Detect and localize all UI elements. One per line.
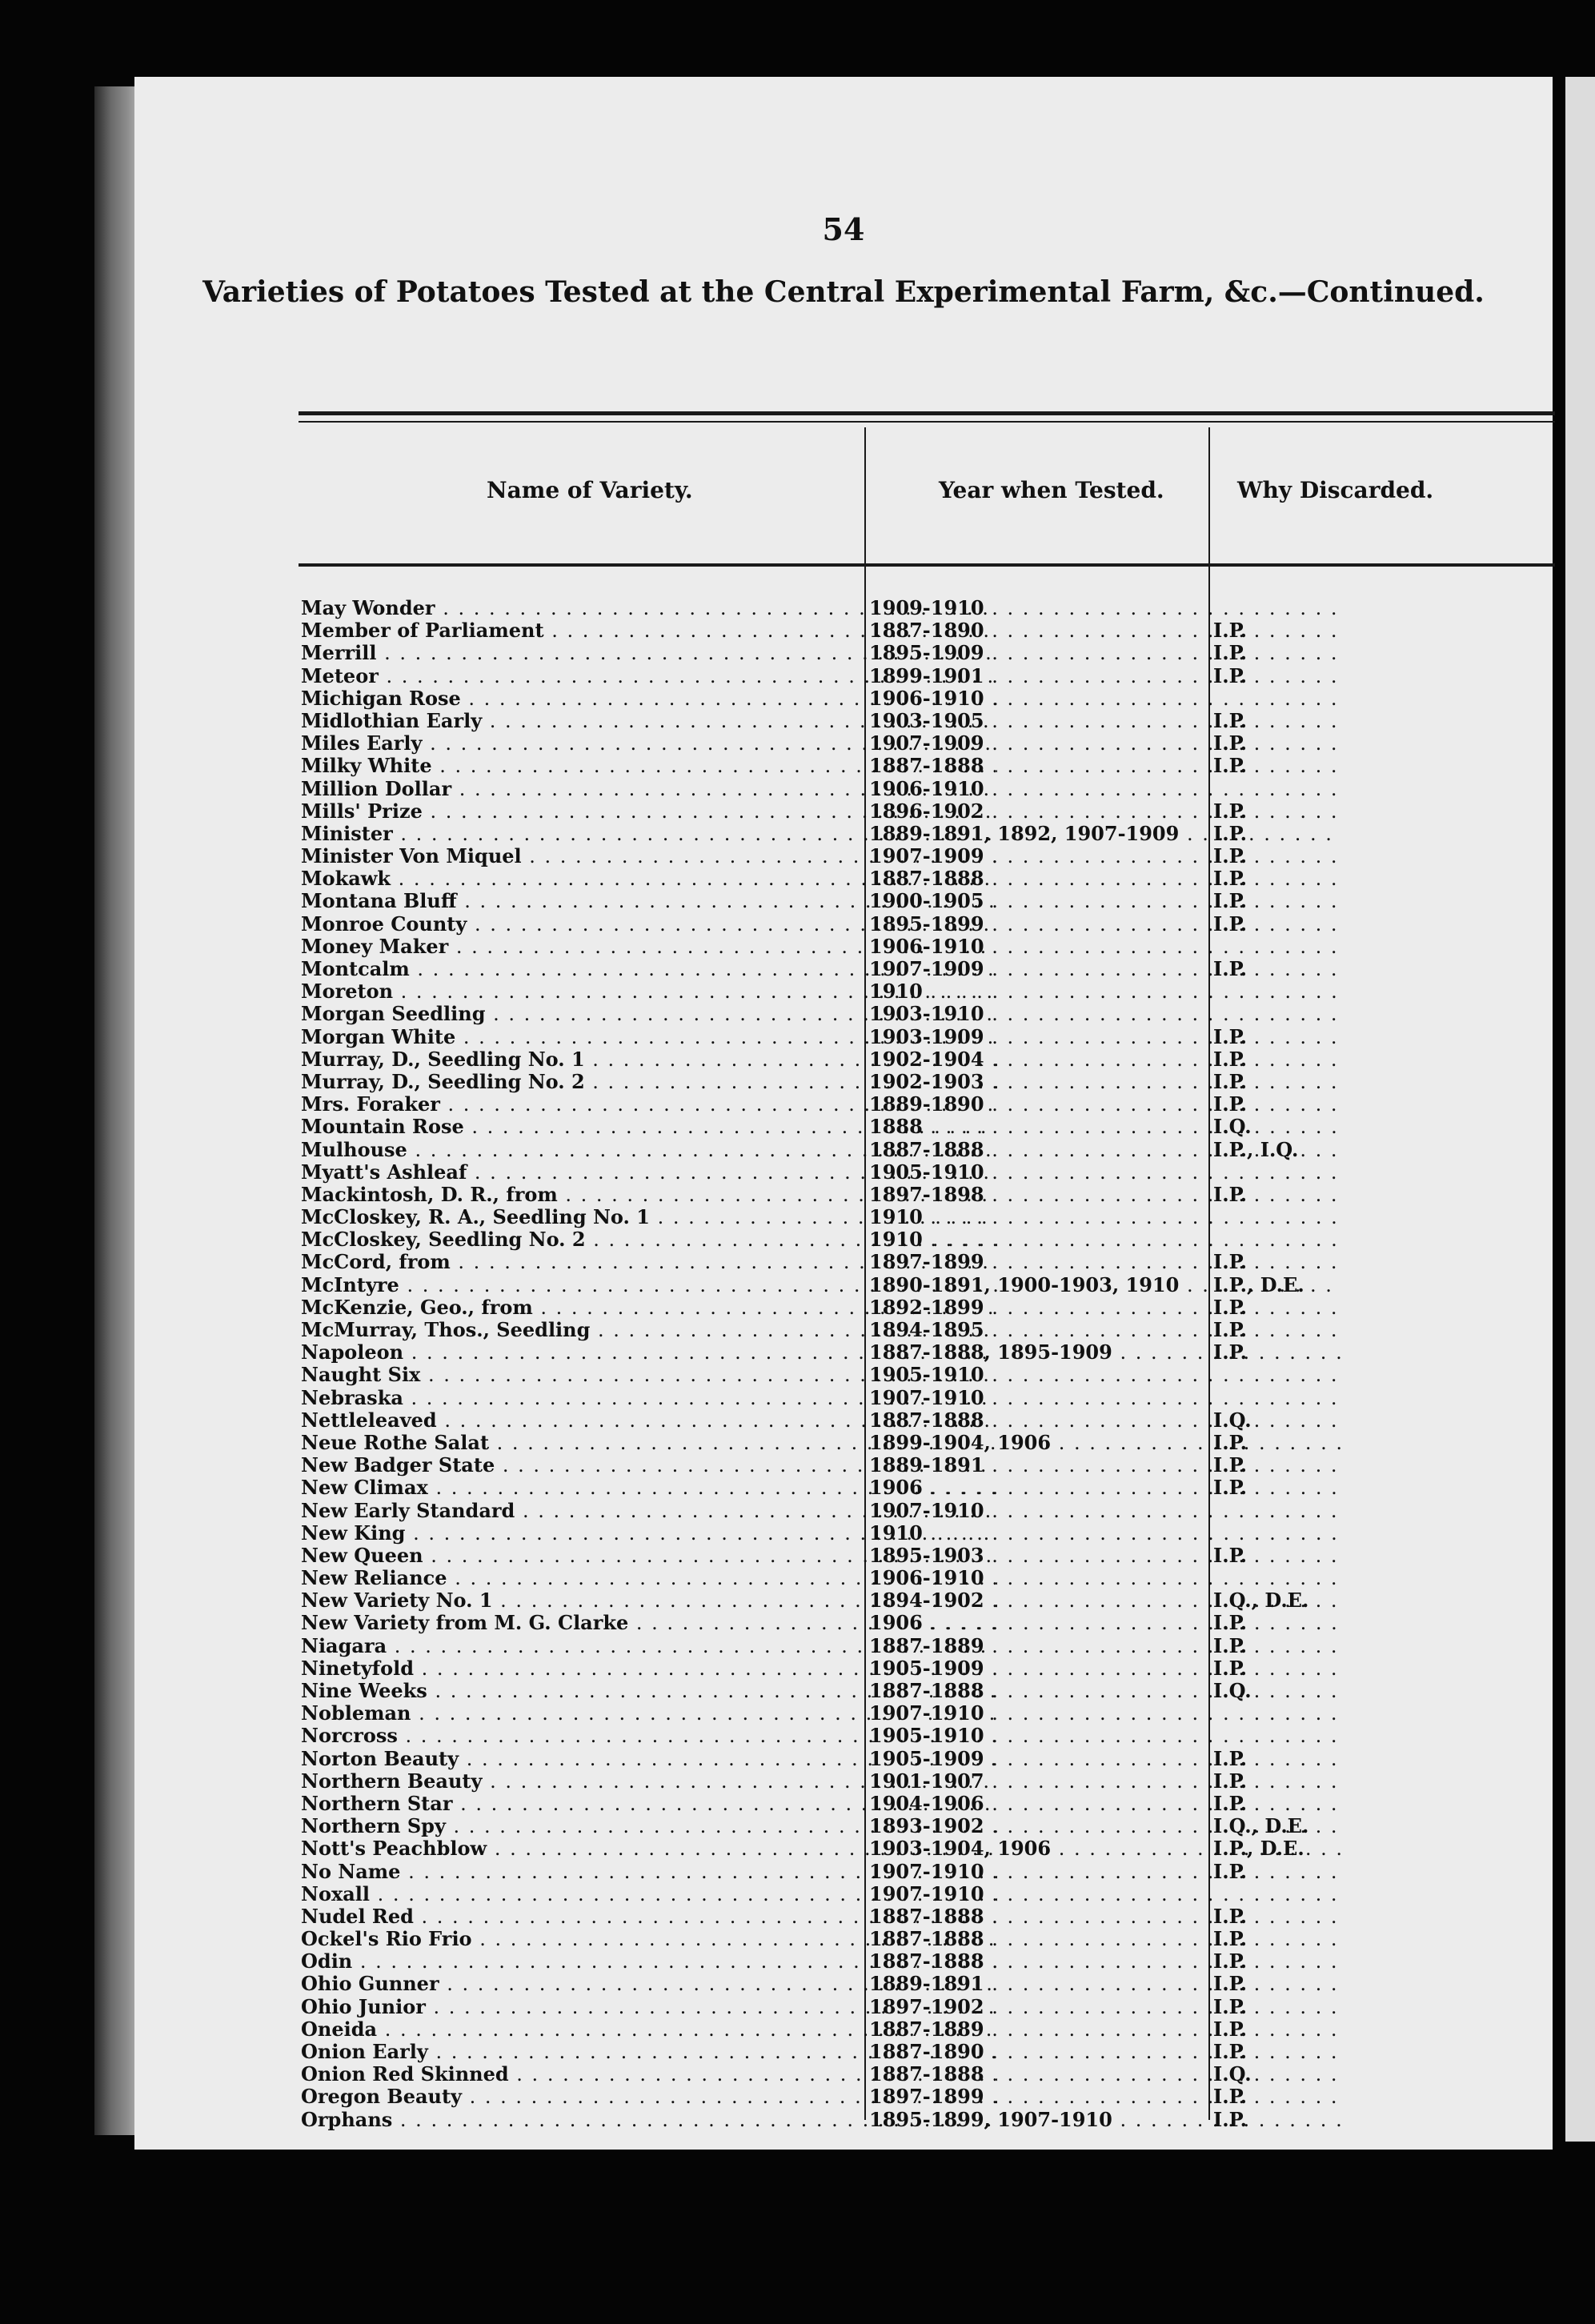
year-tested: 1910 . . .: [869, 1522, 1341, 1545]
table-row: [134, 1725, 1553, 1747]
table-row: [134, 867, 1553, 890]
why-discarded: I.P.: [1213, 1543, 1248, 1567]
year-tested: 1887-1890 . . .: [869, 2041, 1341, 2063]
table-row: [134, 2041, 1553, 2063]
variety-name: Midlothian Early . . .: [301, 710, 997, 732]
table-row: [134, 1928, 1553, 1950]
why-discarded: I.P.: [1213, 2085, 1248, 2109]
table-row: [134, 1296, 1553, 1319]
table-row: [134, 890, 1553, 912]
why-discarded: I.Q.: [1213, 1115, 1252, 1139]
year-tested: 1905-1909 . . .: [869, 1748, 1341, 1770]
column-header-why: Why Discarded.: [1237, 477, 1434, 503]
variety-name: McCloskey, R. A., Seedling No. 1 . . .: [301, 1206, 997, 1228]
year-tested: 1893-1902 . . .: [869, 1815, 1341, 1837]
variety-name: Miles Early . . .: [301, 732, 997, 755]
variety-name: New Queen . . .: [301, 1545, 997, 1567]
table-row: [134, 732, 1553, 755]
table-row: [134, 2086, 1553, 2108]
table-row: [134, 1071, 1553, 1093]
variety-name: Neue Rothe Salat . . .: [301, 1432, 997, 1454]
table-row: [134, 913, 1553, 936]
year-tested: 1894-1902 . . .: [869, 1589, 1341, 1612]
variety-name: Ockel's Rio Frio . . .: [301, 1928, 997, 1950]
year-tested: 1896-1902 . . .: [869, 800, 1341, 823]
table-row: [134, 710, 1553, 732]
why-discarded: I.P.: [1213, 1069, 1248, 1093]
year-tested: 1907-1910 . . .: [869, 1387, 1341, 1409]
why-discarded: I.P.: [1213, 1972, 1248, 1996]
variety-name: Million Dollar . . .: [301, 778, 997, 800]
why-discarded: I.P.: [1213, 1430, 1248, 1454]
variety-name: Nobleman . . .: [301, 1702, 997, 1725]
why-discarded: I.P.: [1213, 1318, 1248, 1341]
variety-name: Murray, D., Seedling No. 2 . . .: [301, 1071, 997, 1093]
year-tested: 1910 . . .: [869, 980, 1341, 1003]
variety-name: Milky White . . .: [301, 755, 997, 777]
variety-name: Minister . . .: [301, 823, 997, 845]
why-discarded: I.P.: [1213, 844, 1248, 868]
table-row: [134, 823, 1553, 845]
header-rule-top: [299, 411, 1555, 415]
table-row: [134, 1500, 1553, 1522]
table-row: [134, 1815, 1553, 1837]
variety-name: Naught Six . . .: [301, 1364, 997, 1386]
year-tested: 1894-1895 . . .: [869, 1319, 1341, 1341]
variety-name: Money Maker . . .: [301, 936, 997, 958]
year-tested: 1903-1910 . . .: [869, 1003, 1341, 1025]
year-tested: 1897-1899 . . .: [869, 2086, 1341, 2108]
table-row: [134, 1950, 1553, 1973]
table-row: [134, 1003, 1553, 1025]
variety-name: Onion Early . . .: [301, 2041, 997, 2063]
year-tested: 1887-1888 . . .: [869, 1139, 1341, 1161]
table-row: [134, 1635, 1553, 1657]
why-discarded: I.P.: [1213, 1047, 1248, 1071]
year-tested: 1887-1888 . . .: [869, 1905, 1341, 1928]
why-discarded: I.P.: [1213, 619, 1248, 643]
document-page: [134, 77, 1553, 2150]
year-tested: 1897-1902 . . .: [869, 1996, 1341, 2018]
table-row: [134, 1567, 1553, 1589]
table-row: [134, 597, 1553, 619]
table-row: [134, 2018, 1553, 2041]
table-row: [134, 1883, 1553, 1905]
why-discarded: I.P., I.Q.: [1213, 1137, 1299, 1161]
table-row: [134, 642, 1553, 664]
year-tested: 1887-1888 . . .: [869, 1928, 1341, 1950]
why-discarded: I.P.: [1213, 1746, 1248, 1770]
year-tested: 1907-1910 . . .: [869, 1500, 1341, 1522]
variety-name: Oregon Beauty . . .: [301, 2086, 997, 2108]
year-tested: 1887-1888 . . .: [869, 755, 1341, 777]
variety-name: Nudel Red . . .: [301, 1905, 997, 1928]
year-tested: 1887-1888 . . .: [869, 2063, 1341, 2086]
variety-name: New King . . .: [301, 1522, 997, 1545]
table-row: [134, 1454, 1553, 1477]
year-tested: 1903-1909 . . .: [869, 1026, 1341, 1048]
table-row: [134, 958, 1553, 980]
variety-name: Member of Parliament . . .: [301, 619, 997, 642]
year-tested: 1901-1907 . . .: [869, 1770, 1341, 1793]
variety-name: New Variety from M. G. Clarke . . .: [301, 1612, 997, 1634]
why-discarded: I.P.: [1213, 731, 1248, 755]
variety-name: Mills' Prize . . .: [301, 800, 997, 823]
column-header-name: Name of Variety.: [487, 477, 693, 503]
year-tested: 1889-1890 . . .: [869, 1093, 1341, 1116]
year-tested: 1906-1910 . . .: [869, 936, 1341, 958]
variety-name: Nettleleaved . . .: [301, 1409, 997, 1432]
year-tested: 1887-1888 . . .: [869, 1950, 1341, 1973]
year-tested: 1887-1889 . . .: [869, 2018, 1341, 2041]
year-tested: 1887-1889 . . .: [869, 1635, 1341, 1657]
table-row: [134, 1837, 1553, 1860]
why-discarded: I.P.: [1213, 1633, 1248, 1657]
table-row: [134, 1184, 1553, 1206]
table-row: [134, 1116, 1553, 1138]
table-row: [134, 2063, 1553, 2086]
table-row: [134, 665, 1553, 687]
variety-name: Morgan White . . .: [301, 1026, 997, 1048]
table-row: [134, 1228, 1553, 1251]
why-discarded: I.Q.: [1213, 2062, 1252, 2086]
variety-name: Nebraska . . .: [301, 1387, 997, 1409]
table-row: [134, 1770, 1553, 1793]
year-tested: 1905-1910 . . .: [869, 1161, 1341, 1184]
column-header-year: Year when Tested.: [939, 477, 1164, 503]
year-tested: 1906-1910 . . .: [869, 778, 1341, 800]
year-tested: 1910 . . .: [869, 1228, 1341, 1251]
year-tested: 1905-1910 . . .: [869, 1364, 1341, 1386]
why-discarded: I.P.: [1213, 1859, 1248, 1883]
year-tested: 1907-1909 . . .: [869, 958, 1341, 980]
table-row: [134, 1680, 1553, 1702]
variety-name: Merrill . . .: [301, 642, 997, 664]
year-tested: 1906-1910 . . .: [869, 1567, 1341, 1589]
variety-name: Norton Beauty . . .: [301, 1748, 997, 1770]
variety-name: Mackintosh, D. R., from . . .: [301, 1184, 997, 1206]
why-discarded: I.P.: [1213, 912, 1248, 936]
why-discarded: I.P., D.E.: [1213, 1837, 1304, 1861]
why-discarded: I.P.: [1213, 1949, 1248, 1973]
variety-name: Ohio Junior . . .: [301, 1996, 997, 2018]
year-tested: 1905-1910 . . .: [869, 1725, 1341, 1747]
table-row: [134, 1364, 1553, 1386]
variety-name: Murray, D., Seedling No. 1 . . .: [301, 1048, 997, 1071]
why-discarded: I.P.: [1213, 663, 1248, 687]
table-row: [134, 755, 1553, 777]
year-tested: 1907-1910 . . .: [869, 1702, 1341, 1725]
year-tested: 1887-1890 . . .: [869, 619, 1341, 642]
table-row: [134, 1522, 1553, 1545]
variety-table: [134, 597, 1553, 2131]
table-row: [134, 2109, 1553, 2131]
header-rule-top-thin: [299, 421, 1555, 423]
table-row: [134, 1409, 1553, 1432]
year-tested: 1899-1904, 1906 . . .: [869, 1432, 1341, 1454]
why-discarded: I.Q., D.E.: [1213, 1589, 1309, 1613]
why-discarded: I.P.: [1213, 799, 1248, 823]
variety-name: Moreton . . .: [301, 980, 997, 1003]
why-discarded: I.P.: [1213, 1904, 1248, 1928]
year-tested: 1903-1905 . . .: [869, 710, 1341, 732]
year-tested: 1903-1904, 1906 . . .: [869, 1837, 1341, 1860]
year-tested: 1895-1909 . . .: [869, 642, 1341, 664]
variety-name: Mokawk . . .: [301, 867, 997, 890]
variety-name: Minister Von Miquel . . .: [301, 845, 997, 867]
table-row: [134, 1319, 1553, 1341]
variety-name: Meteor . . .: [301, 665, 997, 687]
variety-name: New Variety No. 1 . . .: [301, 1589, 997, 1612]
year-tested: 1887-1888 . . .: [869, 1680, 1341, 1702]
variety-name: McKenzie, Geo., from . . .: [301, 1296, 997, 1319]
table-row: [134, 1093, 1553, 1116]
why-discarded: I.P.: [1213, 1656, 1248, 1680]
variety-name: Onion Red Skinned . . .: [301, 2063, 997, 2086]
why-discarded: I.Q.: [1213, 1408, 1252, 1432]
table-row: [134, 1748, 1553, 1770]
variety-name: Mrs. Foraker . . .: [301, 1093, 997, 1116]
variety-name: May Wonder . . .: [301, 597, 997, 619]
table-row: [134, 936, 1553, 958]
year-tested: 1910 . . .: [869, 1206, 1341, 1228]
next-page-edge: [1565, 77, 1595, 2142]
why-discarded: I.P.: [1213, 2017, 1248, 2041]
why-discarded: I.P.: [1213, 1182, 1248, 1206]
table-row: [134, 1341, 1553, 1364]
year-tested: 1902-1904 . . .: [869, 1048, 1341, 1071]
variety-name: Montana Bluff . . .: [301, 890, 997, 912]
why-discarded: I.P.: [1213, 1024, 1248, 1048]
table-row: [134, 1251, 1553, 1273]
table-row: [134, 619, 1553, 642]
table-row: [134, 1657, 1553, 1680]
year-tested: 1909-1910 . . .: [869, 597, 1341, 619]
year-tested: 1907-1910 . . .: [869, 1861, 1341, 1883]
why-discarded: I.P.: [1213, 754, 1248, 778]
year-tested: 1889-1891, 1892, 1907-1909 . . .: [869, 823, 1341, 845]
variety-name: Northern Star . . .: [301, 1793, 997, 1815]
year-tested: 1905-1909 . . .: [869, 1657, 1341, 1680]
year-tested: 1906 . . .: [869, 1477, 1341, 1499]
year-tested: 1888 . . .: [869, 1116, 1341, 1138]
why-discarded: I.P.: [1213, 1250, 1248, 1274]
why-discarded: I.P., D.E.: [1213, 1272, 1304, 1296]
table-row: [134, 1612, 1553, 1634]
year-tested: 1887-1888 . . .: [869, 1409, 1341, 1432]
page-gutter: [1553, 77, 1565, 2150]
variety-name: Oneida . . .: [301, 2018, 997, 2041]
table-row: [134, 1793, 1553, 1815]
why-discarded: I.P.: [1213, 1994, 1248, 2018]
variety-name: McCord, from . . .: [301, 1251, 997, 1273]
variety-name: Ohio Gunner . . .: [301, 1973, 997, 1995]
why-discarded: I.Q., D.E.: [1213, 1814, 1309, 1838]
why-discarded: I.P.: [1213, 1927, 1248, 1951]
why-discarded: I.P.: [1213, 708, 1248, 732]
why-discarded: I.P.: [1213, 2040, 1248, 2063]
variety-name: Michigan Rose . . .: [301, 687, 997, 710]
year-tested: 1887-1888, 1895-1909 . . .: [869, 1341, 1341, 1364]
year-tested: 1899-1901 . . .: [869, 665, 1341, 687]
variety-name: Napoleon . . .: [301, 1341, 997, 1364]
variety-name: Norcross . . .: [301, 1725, 997, 1747]
variety-name: New Badger State . . .: [301, 1454, 997, 1477]
table-row: [134, 1589, 1553, 1612]
year-tested: 1907-1909 . . .: [869, 845, 1341, 867]
variety-name: Monroe County . . .: [301, 913, 997, 936]
table-row: [134, 1905, 1553, 1928]
table-row: [134, 1861, 1553, 1883]
year-tested: 1906 . . .: [869, 1612, 1341, 1634]
year-tested: 1895-1903 . . .: [869, 1545, 1341, 1567]
table-row: [134, 1161, 1553, 1184]
year-tested: 1887-1888 . . .: [869, 867, 1341, 890]
year-tested: 1900-1905 . . .: [869, 890, 1341, 912]
variety-name: Nott's Peachblow . . .: [301, 1837, 997, 1860]
variety-name: Noxall . . .: [301, 1883, 997, 1905]
year-tested: 1904-1906 . . .: [869, 1793, 1341, 1815]
variety-name: Morgan Seedling . . .: [301, 1003, 997, 1025]
variety-name: Northern Beauty . . .: [301, 1770, 997, 1793]
table-row: [134, 800, 1553, 823]
page-number: 54: [822, 211, 865, 247]
table-row: [134, 1206, 1553, 1228]
year-tested: 1907-1909 . . .: [869, 732, 1341, 755]
why-discarded: I.P.: [1213, 2107, 1248, 2131]
why-discarded: I.P.: [1213, 821, 1248, 845]
table-row: [134, 1477, 1553, 1499]
year-tested: 1890-1891, 1900-1903, 1910 . . .: [869, 1274, 1341, 1296]
variety-name: McCloskey, Seedling No. 2 . . .: [301, 1228, 997, 1251]
why-discarded: I.Q.: [1213, 1679, 1252, 1702]
table-row: [134, 1996, 1553, 2018]
year-tested: 1897-1899 . . .: [869, 1251, 1341, 1273]
table-row: [134, 687, 1553, 710]
table-row: [134, 1702, 1553, 1725]
table-row: [134, 845, 1553, 867]
table-row: [134, 1026, 1553, 1048]
year-tested: 1892-1899 . . .: [869, 1296, 1341, 1319]
why-discarded: I.P.: [1213, 957, 1248, 980]
why-discarded: I.P.: [1213, 641, 1248, 665]
why-discarded: I.P.: [1213, 1092, 1248, 1116]
variety-name: McMurray, Thos., Seedling . . .: [301, 1319, 997, 1341]
why-discarded: I.P.: [1213, 1340, 1248, 1364]
year-tested: 1906-1910 . . .: [869, 687, 1341, 710]
variety-name: No Name . . .: [301, 1861, 997, 1883]
variety-name: New Climax . . .: [301, 1477, 997, 1499]
variety-name: McIntyre . . .: [301, 1274, 997, 1296]
variety-name: Myatt's Ashleaf . . .: [301, 1161, 997, 1184]
table-row: [134, 1274, 1553, 1296]
year-tested: 1907-1910 . . .: [869, 1883, 1341, 1905]
why-discarded: I.P.: [1213, 867, 1248, 891]
why-discarded: I.P.: [1213, 1611, 1248, 1635]
why-discarded: I.P.: [1213, 1295, 1248, 1319]
variety-name: Orphans . . .: [301, 2109, 997, 2131]
year-tested: 1897-1898 . . .: [869, 1184, 1341, 1206]
year-tested: 1902-1903 . . .: [869, 1071, 1341, 1093]
variety-name: Mountain Rose . . .: [301, 1116, 997, 1138]
page-title: Varieties of Potatoes Tested at the Central Experimental Farm, &c.—Continued.: [202, 275, 1485, 309]
variety-name: Mulhouse . . .: [301, 1139, 997, 1161]
why-discarded: I.P.: [1213, 1791, 1248, 1815]
variety-name: New Early Standard . . .: [301, 1500, 997, 1522]
year-tested: 1895-1899 . . .: [869, 913, 1341, 936]
year-tested: 1895-1899, 1907-1910 . . .: [869, 2109, 1341, 2131]
table-row: [134, 1973, 1553, 1995]
why-discarded: I.P.: [1213, 1769, 1248, 1793]
variety-name: Niagara . . .: [301, 1635, 997, 1657]
table-row: [134, 980, 1553, 1003]
variety-name: New Reliance . . .: [301, 1567, 997, 1589]
table-row: [134, 1545, 1553, 1567]
table-row: [134, 1432, 1553, 1454]
table-row: [134, 1139, 1553, 1161]
table-row: [134, 778, 1553, 800]
variety-name: Odin . . .: [301, 1950, 997, 1973]
table-row: [134, 1048, 1553, 1071]
variety-name: Nine Weeks . . .: [301, 1680, 997, 1702]
year-tested: 1889-1891 . . .: [869, 1973, 1341, 1995]
why-discarded: I.P.: [1213, 889, 1248, 913]
why-discarded: I.P.: [1213, 1476, 1248, 1500]
header-rule-bottom: [299, 563, 1555, 567]
variety-name: Montcalm . . .: [301, 958, 997, 980]
table-row: [134, 1387, 1553, 1409]
variety-name: Ninetyfold . . .: [301, 1657, 997, 1680]
why-discarded: I.P.: [1213, 1453, 1248, 1477]
book-spine: [94, 86, 136, 2135]
variety-name: Northern Spy . . .: [301, 1815, 997, 1837]
year-tested: 1889-1891 . . .: [869, 1454, 1341, 1477]
